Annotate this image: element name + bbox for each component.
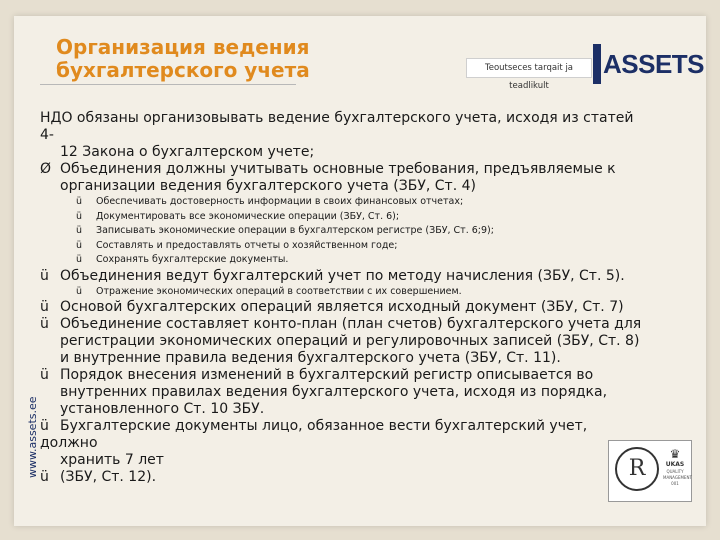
sub-list-item	[40, 253, 642, 268]
title-line-1: Организация ведения	[56, 35, 310, 59]
check-icon: ü	[76, 239, 83, 251]
change-text-1: Порядок внесения изменений в бухгалтерский регистр описывается во	[60, 367, 594, 383]
keep-text-2: хранить 7 лет	[60, 452, 164, 468]
intro-line-1: НДО обязаны организовывать ведение бухгалтерского учета, исходя из статей 4-	[40, 110, 634, 143]
slide-title	[56, 36, 310, 82]
sub-item-text: Записывать экономические операции в бухгалтерском регистре (ЗБУ, Ст. 6;9);	[96, 225, 494, 236]
arrow-bullet-icon: Ø	[40, 161, 52, 177]
sub-item-text: Составлять и предоставлять отчеты о хозяйственном годе;	[96, 239, 398, 251]
check-icon: ü	[40, 267, 49, 284]
sub-list-item	[40, 195, 642, 210]
arrow-line-1: Объединения должны учитывать основные требования, предъявляемые к	[60, 161, 616, 177]
title-divider	[40, 78, 296, 85]
sub-item-text: Документировать все экономические операции (ЗБУ, Ст. 6);	[96, 210, 400, 222]
sub-item-text: Обеспечивать достоверность информации в своих финансовых отчетах;	[96, 196, 464, 207]
check-icon: ü	[40, 469, 49, 485]
ukas-number: 001	[671, 481, 679, 486]
check-icon: ü	[40, 367, 49, 383]
doc-item	[40, 299, 642, 316]
arrow-item	[40, 161, 642, 178]
crown-icon: ♛	[669, 447, 681, 461]
check-icon: ü	[40, 418, 49, 434]
arrow-line-2: организации ведения бухгалтерского учета (ЗБУ, Ст. 4)	[60, 178, 476, 194]
plan-text-3: и внутренние правила ведения бухгалтерского учета (ЗБУ, Ст. 11).	[60, 350, 561, 366]
logo-bar-icon	[593, 44, 601, 84]
keep-text-3: (ЗБУ, Ст. 12).	[60, 469, 157, 485]
main-content	[40, 110, 642, 486]
side-url: www.assets.ee	[26, 396, 39, 478]
keep-text-1: Бухгалтерские документы лицо, обязанное вести бухгалтерский учет, должно	[40, 418, 588, 451]
accrual-sub-item	[40, 285, 642, 300]
sub-list-item	[40, 210, 642, 225]
ukas-badge	[663, 447, 692, 493]
plan-item	[40, 316, 642, 333]
change-text-2: внутренних правилах ведения бухгалтерского учета, исходя из порядка,	[60, 384, 608, 400]
ukas-subtitle: QUALITY MANAGEMENT	[663, 469, 692, 480]
title-line-2: бухгалтерского учета	[56, 58, 310, 82]
change-item	[40, 367, 642, 384]
check-icon: ü	[76, 285, 83, 297]
keep-item-2	[40, 469, 642, 486]
check-icon: ü	[76, 210, 83, 222]
plan-text-2: регистрации экономических операций и регулировочных записей (ЗБУ, Ст. 8)	[60, 333, 640, 349]
check-icon: ü	[40, 316, 49, 332]
intro-line-2: 12 Закона о бухгалтерском учете;	[60, 144, 315, 160]
ukas-label: UKAS	[665, 461, 685, 468]
change-text-3: установленного Ст. 10 ЗБУ.	[60, 401, 265, 417]
sub-list-item	[40, 239, 642, 254]
certification-badges	[608, 440, 692, 502]
plan-text-1: Объединение составляет конто-план (план счетов) бухгалтерского учета для	[60, 316, 642, 332]
accrual-item	[40, 268, 642, 285]
keep-item	[40, 418, 642, 452]
brand-tagline: Teoutseces tarqait ja teadlikult	[466, 58, 592, 78]
check-icon: ü	[40, 299, 49, 315]
accrual-text: Объединения ведут бухгалтерский учет по методу начисления (ЗБУ, Ст. 5).	[60, 267, 625, 284]
doc-text: Основой бухгалтерских операций является исходный документ (ЗБУ, Ст. 7)	[60, 299, 624, 315]
sub-list-item	[40, 224, 642, 239]
check-icon: ü	[76, 196, 83, 207]
sub-item-text: Сохранять бухгалтерские документы.	[96, 254, 289, 265]
assets-logo: ASSETS	[603, 49, 705, 79]
accrual-sub-text: Отражение экономических операций в соответствии с их совершением.	[96, 285, 462, 297]
check-icon: ü	[76, 254, 83, 265]
registered-r-icon: R	[615, 447, 659, 491]
check-icon: ü	[76, 225, 83, 236]
